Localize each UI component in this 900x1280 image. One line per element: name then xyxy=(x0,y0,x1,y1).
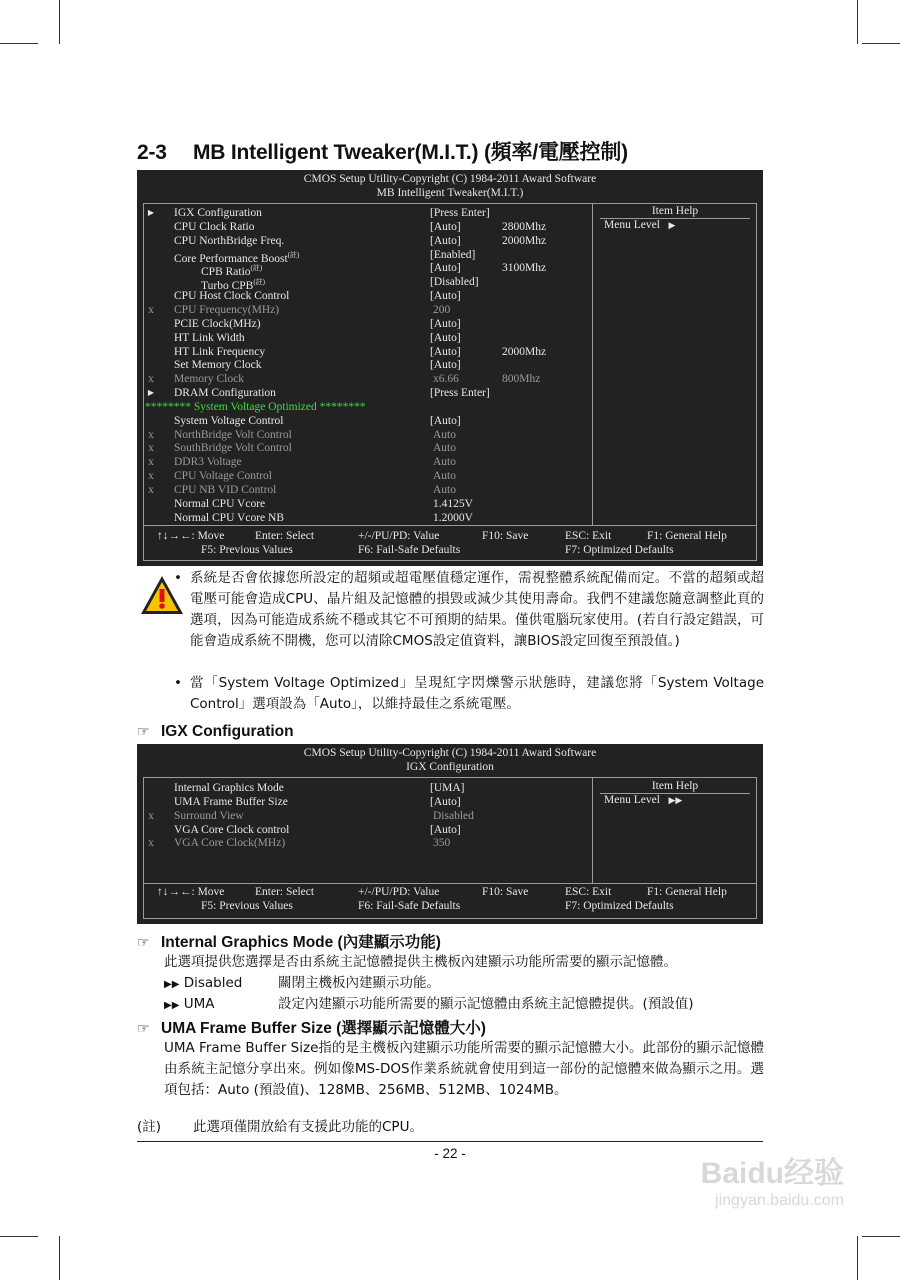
item-label-text: SouthBridge Volt Control xyxy=(174,442,292,455)
uma-heading xyxy=(137,1016,486,1038)
item-label-text: Memory Clock xyxy=(174,373,244,386)
uma-heading-text: UMA Frame Buffer Size (選擇顯示記憶體大小) xyxy=(161,1020,486,1037)
item-label xyxy=(174,483,276,497)
item-label-text: Internal Graphics Mode xyxy=(174,782,284,794)
item-label-text: Normal CPU Vcore NB xyxy=(174,511,284,524)
item-label-text: IGX Configuration xyxy=(174,207,262,219)
bios-divider xyxy=(592,203,593,525)
igm-heading xyxy=(137,930,441,952)
section-title-text: MB Intelligent Tweaker(M.I.T.) (頻率/電壓控制) xyxy=(193,141,628,164)
item-label xyxy=(174,441,292,455)
item-value: [Auto] xyxy=(430,220,461,233)
footnote-text: 此選項僅開放給有支援此功能的CPU。 xyxy=(193,1119,423,1135)
row-marker: x xyxy=(148,484,154,496)
item-label-text: CPU Host Clock Control xyxy=(174,290,290,303)
item-value: 1.2000V xyxy=(433,511,473,524)
double-arrow-icon: ▶▶ xyxy=(164,979,180,990)
menu-level-label: Menu Level xyxy=(604,219,660,231)
bullet: • xyxy=(174,675,182,691)
item-value: x6.66 xyxy=(433,373,459,386)
submenu-arrow-icon: ▶ xyxy=(147,208,155,217)
option-name: Disabled xyxy=(183,975,243,991)
item-label-text: ******** System Voltage Optimized ******** xyxy=(145,400,366,413)
watermark xyxy=(701,1148,844,1210)
item-label-text: PCIE Clock(MHz) xyxy=(174,317,261,330)
bullet: • xyxy=(174,570,182,586)
igm-option-disabled xyxy=(164,973,440,995)
key-value: +/-/PU/PD: Value xyxy=(358,530,440,542)
item-value: [Auto] xyxy=(430,290,461,303)
key-optimized: F7: Optimized Defaults xyxy=(565,900,674,912)
menu-level-arrow-icon: ▶ xyxy=(668,220,676,230)
item-value: [Disabled] xyxy=(430,276,479,289)
item-label-text: Surround View xyxy=(174,809,244,822)
crop-mark xyxy=(862,43,900,44)
key-enter: Enter: Select xyxy=(255,886,315,898)
submenu-arrow-icon: ▶ xyxy=(147,388,155,398)
footnote-mark: (註) xyxy=(253,278,265,287)
item-readout: 2800Mhz xyxy=(502,220,547,233)
crop-mark xyxy=(0,1236,38,1237)
item-help-title: Item Help xyxy=(600,204,750,219)
item-label-text: CPU Clock Ratio xyxy=(174,220,255,233)
item-value: [Auto] xyxy=(430,414,461,427)
footnote-mark: (註) xyxy=(287,250,300,259)
item-label-text: VGA Core Clock control xyxy=(174,823,290,836)
key-prev: F5: Previous Values xyxy=(201,900,293,912)
item-label xyxy=(174,345,265,359)
key-optimized: F7: Optimized Defaults xyxy=(565,544,674,556)
key-value: +/-/PU/PD: Value xyxy=(358,886,440,898)
row-marker: x xyxy=(148,470,154,483)
item-label-text: Normal CPU Vcore xyxy=(174,497,266,510)
uma-description: UMA Frame Buffer Size指的是主機板內建顯示功能所需要的顯示記憶體大小。此部份的顯示記憶體由系統主記憶分享出來。例如像MS-DOS作業系統就會使用到這一部份的記憶體來做為顯示之用。選項包括：Auto (預設值)、128MB、256MB、512MB、1024MB。 xyxy=(164,1040,764,1098)
item-label-text: DRAM Configuration xyxy=(174,387,276,400)
item-value: 200 xyxy=(433,303,451,316)
item-value: [Auto] xyxy=(430,262,461,275)
pointing-hand-icon: ☞ xyxy=(137,934,150,950)
item-value: Auto xyxy=(433,470,456,483)
footnote-mark: (註) xyxy=(250,264,263,273)
section-number: 2-3 xyxy=(137,141,167,164)
item-label xyxy=(174,455,242,469)
item-value: [Auto] xyxy=(430,317,461,330)
key-save: F10: Save xyxy=(482,530,529,542)
item-label-text: DDR3 Voltage xyxy=(174,456,242,469)
menu-level xyxy=(604,793,682,807)
bios-header xyxy=(137,170,763,200)
row-marker: x xyxy=(148,373,154,386)
item-value: Auto xyxy=(433,484,456,496)
item-help-title: Item Help xyxy=(600,779,750,794)
item-label xyxy=(174,428,292,442)
item-value: 1.4125V xyxy=(433,497,473,510)
item-readout: 2000Mhz xyxy=(502,345,547,358)
item-readout: 3100Mhz xyxy=(502,262,547,275)
key-failsafe: F6: Fail-Safe Defaults xyxy=(358,544,461,556)
key-failsafe: F6: Fail-Safe Defaults xyxy=(358,900,461,912)
item-value: Auto xyxy=(433,428,456,441)
crop-mark xyxy=(0,43,38,44)
item-value: [UMA] xyxy=(430,782,465,794)
item-label-text: UMA Frame Buffer Size xyxy=(174,795,288,808)
option-name: UMA xyxy=(183,996,215,1012)
item-label xyxy=(174,414,283,428)
item-label xyxy=(145,400,366,414)
igx-heading-text: IGX Configuration xyxy=(161,723,294,740)
option-description: 關閉主機板內建顯示功能。 xyxy=(278,975,440,991)
item-label xyxy=(174,469,272,483)
row-marker: x xyxy=(148,809,154,822)
double-arrow-icon: ▶▶ xyxy=(164,1000,180,1011)
item-label-text: CPU Frequency(MHz) xyxy=(174,303,280,316)
key-exit: ESC: Exit xyxy=(565,886,612,898)
item-label-text: Core Performance Boost xyxy=(174,252,288,265)
item-value: Auto xyxy=(433,442,456,455)
bios-copyright: CMOS Setup Utility-Copyright (C) 1984-2011 Award Software xyxy=(303,747,597,759)
warning-text-1: 系統是否會依據您所設定的超頻或超電壓值穩定運作，需視整體系統配備而定。不當的超頻或超電壓可能會造成CPU、晶片組及記憶體的損毀或減少其使用壽命。我們不建議您隨意調整此頁的選項，因為可能造成系統不穩或其它不可預期的結果。僅供電腦玩家使用。(若自行設定錯誤，可能會造成系統不開機，您可以清除CMOS設定值資料，讓BIOS設定回復至預設值。) xyxy=(190,570,764,649)
item-label-text: CPU NB VID Control xyxy=(174,484,277,496)
item-label-text: HT Link Width xyxy=(174,331,245,344)
key-exit: ESC: Exit xyxy=(565,530,612,542)
item-value: [Auto] xyxy=(430,234,461,247)
item-label xyxy=(174,358,262,372)
item-label xyxy=(174,809,244,823)
item-value: [Enabled] xyxy=(430,248,476,261)
crop-mark xyxy=(59,0,60,44)
item-label xyxy=(174,497,265,511)
key-prev: F5: Previous Values xyxy=(201,544,293,556)
key-move: ↑↓→←: Move xyxy=(157,530,225,542)
footer-rule xyxy=(137,1141,763,1142)
bios-divider xyxy=(592,777,593,883)
item-value: 350 xyxy=(433,837,451,850)
key-save: F10: Save xyxy=(482,886,529,898)
bios-key-separator xyxy=(143,525,757,526)
item-label-text: CPB Ratio xyxy=(201,266,251,279)
item-value: [Auto] xyxy=(430,331,461,344)
item-label xyxy=(174,220,255,234)
item-label xyxy=(174,823,289,837)
item-label xyxy=(174,303,279,317)
item-label-text: NorthBridge Volt Control xyxy=(174,428,292,441)
bios-screen-igx xyxy=(137,744,763,924)
row-marker: x xyxy=(148,837,154,850)
key-help: F1: General Help xyxy=(647,886,727,898)
item-value: [Auto] xyxy=(430,795,461,808)
item-value: [Auto] xyxy=(430,359,461,372)
item-label xyxy=(174,234,284,248)
item-label xyxy=(174,331,245,345)
item-value: [Auto] xyxy=(430,823,461,836)
warning-note-2 xyxy=(174,673,764,715)
row-marker: x xyxy=(148,456,154,469)
option-description: 設定內建顯示功能所需要的顯示記憶體由系統主記憶體提供。(預設值) xyxy=(278,996,694,1012)
item-label xyxy=(174,511,284,525)
bios-menu-title: IGX Configuration xyxy=(406,761,494,773)
footnote xyxy=(137,1115,423,1135)
item-label-text: System Voltage Control xyxy=(174,414,284,427)
menu-level xyxy=(604,218,675,232)
crop-mark xyxy=(59,1236,60,1280)
row-marker: x xyxy=(148,442,154,455)
bios-screen-mit xyxy=(137,170,763,566)
key-help: F1: General Help xyxy=(647,530,727,542)
item-value: [Press Enter] xyxy=(430,207,490,219)
key-move: ↑↓→←: Move xyxy=(157,886,225,898)
igm-heading-text: Internal Graphics Mode (內建顯示功能) xyxy=(161,934,441,951)
item-label-text: Set Memory Clock xyxy=(174,359,262,372)
footnote-tag: (註) xyxy=(137,1119,162,1135)
item-label xyxy=(174,781,284,795)
item-label xyxy=(174,795,288,809)
item-label-text: VGA Core Clock(MHz) xyxy=(174,837,286,850)
item-label xyxy=(174,386,276,400)
crop-mark xyxy=(862,1236,900,1237)
item-label-text: CPU Voltage Control xyxy=(174,470,272,483)
bios-copyright: CMOS Setup Utility-Copyright (C) 1984-2011 Award Software xyxy=(303,173,597,185)
item-value: [Auto] xyxy=(430,345,461,358)
item-label xyxy=(174,836,285,850)
item-label-text: HT Link Frequency xyxy=(174,345,266,358)
bios-header xyxy=(137,744,763,774)
igm-description: 此選項提供您選擇是否由系統主記憶體提供主機板內建顯示功能所需要的顯示記憶體。 xyxy=(164,954,677,970)
row-marker: x xyxy=(148,303,154,316)
item-label xyxy=(174,289,289,303)
crop-mark xyxy=(857,0,858,44)
warning-text-2: 當「System Voltage Optimized」呈現紅字閃爍警示狀態時，建議您將「System Voltage Control」選項設為「Auto」，以維持最佳之系統電壓。 xyxy=(190,675,764,712)
item-label-text: Turbo CPB xyxy=(201,280,254,293)
item-label xyxy=(174,372,244,386)
item-label xyxy=(174,317,261,331)
bios-menu-title: MB Intelligent Tweaker(M.I.T.) xyxy=(376,187,524,199)
item-label xyxy=(174,206,262,220)
item-readout: 800Mhz xyxy=(502,373,541,386)
row-marker: x xyxy=(148,428,154,441)
warning-note-1 xyxy=(174,568,764,652)
bios-key-separator xyxy=(143,883,757,884)
igm-option-uma xyxy=(164,994,694,1016)
watermark-brand: Baidu经验 xyxy=(700,1157,844,1190)
item-value: Auto xyxy=(433,456,456,469)
igx-heading xyxy=(137,723,294,741)
page-number: - 22 - xyxy=(434,1146,466,1161)
key-enter: Enter: Select xyxy=(255,530,315,542)
item-label-text: CPU NorthBridge Freq. xyxy=(174,234,285,247)
menu-level-label: Menu Level xyxy=(604,794,660,806)
crop-mark xyxy=(857,1236,858,1280)
section-title xyxy=(137,136,628,166)
pointing-hand-icon: ☞ xyxy=(137,1020,150,1036)
item-value: Disabled xyxy=(433,809,474,822)
watermark-url: jingyan.baidu.com xyxy=(715,1192,844,1209)
item-readout: 2000Mhz xyxy=(502,234,547,247)
menu-level-arrow-icon: ▶▶ xyxy=(668,795,683,805)
pointing-hand-icon: ☞ xyxy=(137,723,150,739)
item-value: [Press Enter] xyxy=(430,387,490,400)
